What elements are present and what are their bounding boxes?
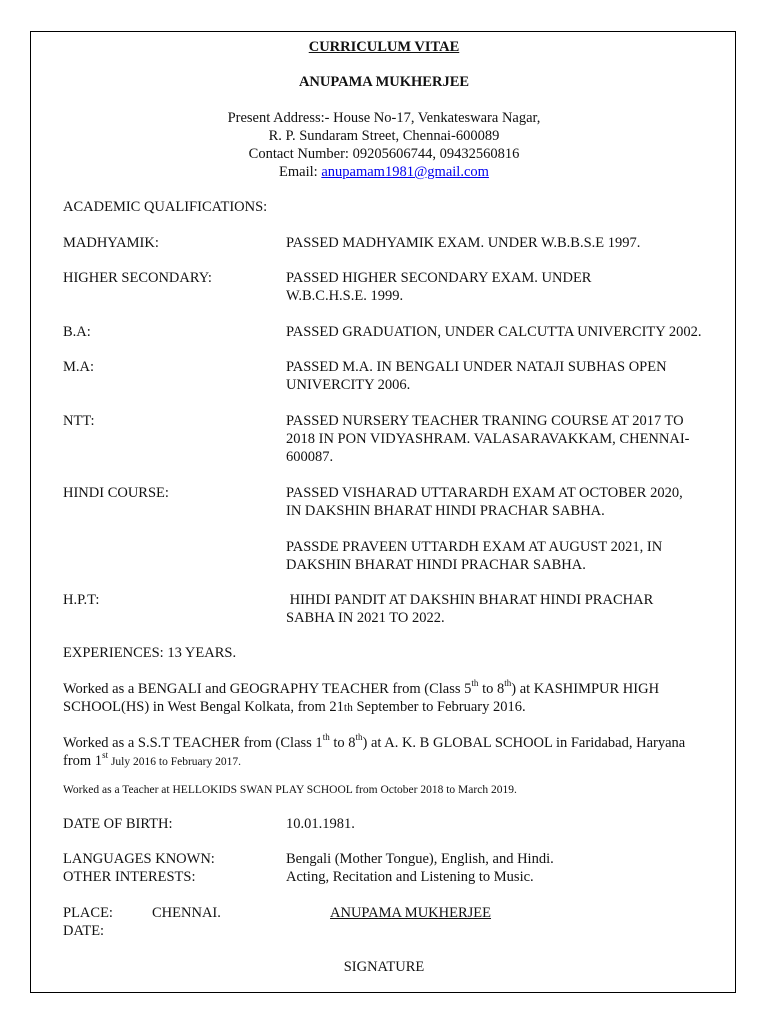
languages-label: LANGUAGES KNOWN: — [63, 851, 215, 867]
contact-number: Contact Number: 09205606744, 09432560816 — [248, 146, 520, 162]
qualification-detail: UNIVERCITY 2006. — [286, 377, 411, 393]
email-line — [0, 163, 768, 181]
qualification-detail: 600087. — [286, 449, 334, 465]
interests-value: Acting, Recitation and Listening to Music. — [286, 869, 534, 885]
qualification-label: H.P.T: — [63, 592, 100, 608]
qualification-detail: PASSDE PRAVEEN UTTARDH EXAM AT AUGUST 2021, IN — [286, 539, 663, 555]
qualification-label: M.A: — [63, 359, 95, 375]
experience-2-line-1: Worked as a S.S.T TEACHER from (Class 1th to 8th) at A. K. B GLOBAL SCHOOL in Faridabad, Haryana — [63, 732, 686, 751]
qualification-detail: 2018 IN PON VIDYASHRAM. VALASARAVAKKAM, CHENNAI- — [286, 431, 690, 447]
qualification-detail: PASSED M.A. IN BENGALI UNDER NATAJI SUBHAS OPEN — [286, 359, 667, 375]
qualification-label: NTT: — [63, 413, 95, 429]
qualification-detail: IN DAKSHIN BHARAT HINDI PRACHAR SABHA. — [286, 503, 605, 519]
signature-name: ANUPAMA MUKHERJEE — [330, 905, 492, 921]
qualification-detail: PASSED HIGHER SECONDARY EXAM. UNDER — [286, 270, 592, 286]
qualification-label: HINDI COURSE: — [63, 485, 169, 501]
qualification-detail: DAKSHIN BHARAT HINDI PRACHAR SABHA. — [286, 557, 586, 573]
experience-1-line-1: Worked as a BENGALI and GEOGRAPHY TEACHER from (Class 5th to 8th) at KASHIMPUR HIGH — [63, 678, 660, 697]
qualification-detail: SABHA IN 2021 TO 2022. — [286, 610, 445, 626]
qualification-detail: PASSED GRADUATION, UNDER CALCUTTA UNIVERCITY 2002. — [286, 324, 702, 340]
dob-value: 10.01.1981. — [286, 816, 355, 832]
academic-heading: ACADEMIC QUALIFICATIONS: — [63, 199, 268, 215]
qualification-detail: PASSED NURSERY TEACHER TRANING COURSE AT 2017 TO — [286, 413, 684, 429]
address-line-2: R. P. Sundaram Street, Chennai-600089 — [268, 128, 500, 144]
qualification-label: B.A: — [63, 324, 91, 340]
qualification-detail: PASSED VISHARAD UTTARARDH EXAM AT OCTOBER 2020, — [286, 485, 683, 501]
qualification-detail: HIHDI PANDIT AT DAKSHIN BHARAT HINDI PRACHAR — [286, 592, 654, 608]
qualification-detail: PASSED MADHYAMIK EXAM. UNDER W.B.B.S.E 1997. — [286, 235, 641, 251]
qualification-label: MADHYAMIK: — [63, 235, 159, 251]
email-label: Email: — [279, 164, 322, 180]
languages-value: Bengali (Mother Tongue), English, and Hindi. — [286, 851, 554, 867]
qualification-detail: W.B.C.H.S.E. 1999. — [286, 288, 404, 304]
address-line-1: Present Address:- House No-17, Venkateswara Nagar, — [227, 110, 541, 126]
experience-1-line-2: SCHOOL(HS) in West Bengal Kolkata, from 21th September to February 2016. — [63, 699, 526, 715]
document-title: CURRICULUM VITAE — [308, 39, 460, 55]
interests-label: OTHER INTERESTS: — [63, 869, 196, 885]
experience-3: Worked as a Teacher at HELLOKIDS SWAN PLAY SCHOOL from October 2018 to March 2019. — [63, 784, 517, 796]
email-link[interactable]: anupamam1981@gmail.com — [321, 164, 489, 180]
experience-2-line-2: from 1st July 2016 to February 2017. — [63, 750, 241, 769]
qualification-label: HIGHER SECONDARY: — [63, 270, 212, 286]
place-value: CHENNAI. — [152, 905, 221, 921]
place-label: PLACE: — [63, 905, 113, 921]
dob-label: DATE OF BIRTH: — [63, 816, 173, 832]
signature-label: SIGNATURE — [343, 959, 425, 975]
candidate-name: ANUPAMA MUKHERJEE — [298, 74, 470, 90]
experience-heading: EXPERIENCES: 13 YEARS. — [63, 645, 237, 661]
date-label: DATE: — [63, 923, 105, 939]
